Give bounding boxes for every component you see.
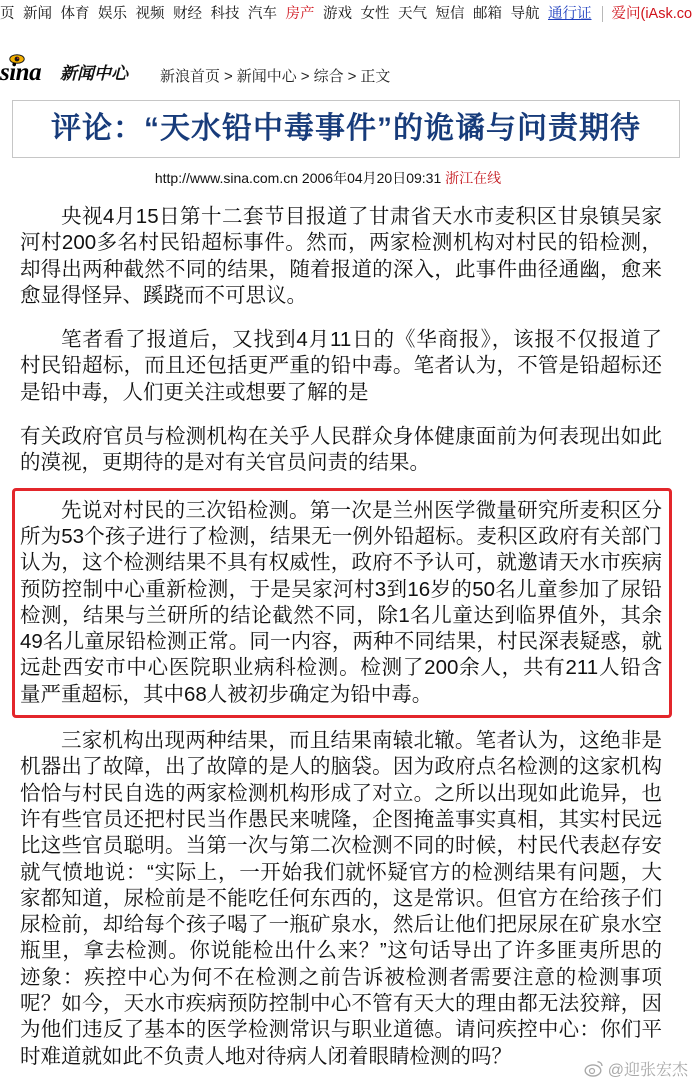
nav-item-home[interactable]: 页 (0, 6, 15, 22)
breadcrumb-separator: > (347, 68, 357, 85)
article-line: 恰恰与村民自选的两家检测机构形成了对立。之所以出现如此诡异，也 (20, 781, 662, 805)
nav-item-women[interactable]: 女性 (360, 6, 390, 22)
article-line: 笔者看了报道后，又找到4月11日的《华商报》，该报不仅报道了 (61, 328, 662, 352)
article-line: 远赴西安市中心医院职业病科检测。检测了200余人，共有211人铅含 (20, 656, 662, 680)
nav-item-entertainment[interactable]: 娱乐 (98, 6, 127, 22)
nav-item-tech[interactable]: 科技 (210, 6, 240, 22)
article-paragraph (20, 728, 662, 1070)
nav-item-auto[interactable]: 汽车 (248, 6, 277, 22)
dateline (0, 166, 656, 190)
article-line: 为他们违反了基本的医学检测常识与职业道德。请问疾控中心：你们平 (20, 1018, 662, 1042)
article-line: 家都知道，尿检前是不能吃任何东西的，这是常识。但官方在给孩子们 (20, 886, 662, 910)
article-paragraph (20, 327, 662, 406)
passport-link[interactable]: 通行证 (548, 6, 592, 22)
article-line: 的漠视，更期待的是对有关官员问责的结果。 (20, 451, 430, 475)
nav-item-house[interactable]: 房产 (285, 6, 315, 22)
nav-item-finance[interactable]: 财经 (173, 6, 202, 22)
article-line: 有关政府官员与检测机构在关乎人民群众身体健康面前为何表现出如此 (20, 425, 662, 449)
article-paragraph (20, 204, 662, 309)
article-line: 检测，结果与兰研所的结论截然不同，除1名儿童达到临界值外，其余 (20, 603, 662, 627)
article-line: 尿检前，却给每个孩子喝了一瓶矿泉水，然后让他们把尿尿在矿泉水空 (20, 913, 662, 937)
article-line: 却得出两种截然不同的结果，随着报道的深入，此事件曲径通幽，愈来 (20, 257, 662, 281)
breadcrumb-item-general[interactable]: 综合 (313, 68, 344, 85)
title-box (12, 100, 680, 158)
article-line: 三家机构出现两种结果，而且结果南辕北辙。笔者认为，这绝非是 (61, 729, 662, 753)
nav-item-guide[interactable]: 导航 (510, 6, 540, 22)
watermark-text: @迎张宏杰 (607, 1061, 688, 1079)
iask-link[interactable]: 爱问(iAsk.co (611, 6, 692, 22)
nav-item-news[interactable]: 新闻 (23, 6, 52, 22)
article-line: 比这些官员聪明。当第一次与第二次检测不同的时候，村民代表赵存安 (20, 834, 662, 858)
article-line: 所为53个孩子进行了检测，结果无一例外铅超标。麦积区政府有关部门 (20, 524, 662, 548)
breadcrumb-item-home[interactable]: 新浪首页 (160, 68, 221, 85)
article-paragraph (20, 424, 662, 477)
nav-item-games[interactable]: 游戏 (323, 6, 352, 22)
article-line: 时难道就如此不负责人地对待病人闭着眼睛检测的吗？ (20, 1044, 512, 1068)
highlight-box (12, 488, 672, 718)
article-paragraph (20, 498, 662, 708)
breadcrumb-separator: > (300, 68, 310, 85)
breadcrumb (160, 65, 390, 89)
article-line: 量严重超标，其中68人被初步确定为铅中毒。 (20, 682, 433, 706)
nav-item-sms[interactable]: 短信 (435, 6, 465, 22)
publish-datetime: 2006年04月20日09:31 (301, 170, 442, 186)
article-line: 就气愤地说：“实际上，一开始我们就怀疑官方的检测结果有问题，大 (20, 860, 662, 884)
nav-item-sports[interactable]: 体育 (60, 6, 90, 22)
article-line: 央视4月15日第十二套节目报道了甘肃省天水市麦积区甘泉镇吴家 (61, 205, 662, 228)
source-link[interactable]: 浙江在线 (445, 170, 502, 186)
article-line: 机器出了故障，出了故障的是人的脑袋。因为政府点名检测的这家机构 (20, 755, 662, 779)
article-line: 瓶里，拿去检测。你说能检出什么来？”这句话导出了许多匪夷所思的 (20, 939, 662, 963)
article-line: 村民铅超标，而且还包括更严重的铅中毒。笔者认为，不管是铅超标还 (20, 354, 662, 378)
channel-nav (0, 0, 692, 28)
nav-divider (602, 6, 603, 22)
article-line: 49名儿童尿铅检测正常。同一内容，两种不同结果，村民深表疑惑，就 (20, 630, 662, 654)
sina-logo[interactable] (0, 52, 52, 88)
breadcrumb-item-news-center[interactable]: 新闻中心 (236, 68, 297, 85)
article-body (20, 204, 662, 1070)
logo-text: sina (0, 59, 42, 86)
article-line: 预防控制中心重新检测，于是吴家河村3到16岁的50名儿童参加了尿铅 (20, 577, 662, 601)
article-line: 认为，这个检测结果不具有权威性，政府不予认可，就邀请天水市疾病 (20, 551, 662, 575)
page-title: 评论：“天水铅中毒事件”的诡谲与问责期待 (51, 112, 641, 145)
article-line: 先说对村民的三次铅检测。第一次是兰州医学微量研究所麦积区分 (61, 498, 662, 522)
article-line: 愈显得怪异、蹊跷而不可思议。 (20, 283, 307, 307)
nav-item-mail[interactable]: 邮箱 (473, 6, 502, 22)
breadcrumb-separator: > (224, 68, 233, 85)
nav-item-video[interactable]: 视频 (135, 6, 165, 22)
article-line: 是铅中毒，人们更关注或想要了解的是 (20, 380, 369, 404)
article-line: 河村200多名村民铅超标事件。然而，两家检测机构对村民的铅检测， (20, 231, 662, 255)
article-line: 许有些官员还把村民当作愚民来唬隆，企图掩盖事实真相，其实村民远 (20, 807, 662, 831)
nav-item-weather[interactable]: 天气 (398, 6, 427, 22)
section-name[interactable]: 新闻中心 (60, 64, 128, 83)
weibo-icon (584, 1060, 604, 1077)
article-line: 迹象：疾控中心为何不在检测之前告诉被检测者需要注意的检测事项 (20, 965, 662, 989)
article-line: 呢？如今，天水市疾病预防控制中心不管有天大的理由都无法狡辩，因 (20, 992, 662, 1016)
breadcrumb-item-current: 正文 (360, 68, 391, 85)
watermark (584, 1057, 688, 1079)
site-url: http://www.sina.com.cn (154, 170, 299, 186)
